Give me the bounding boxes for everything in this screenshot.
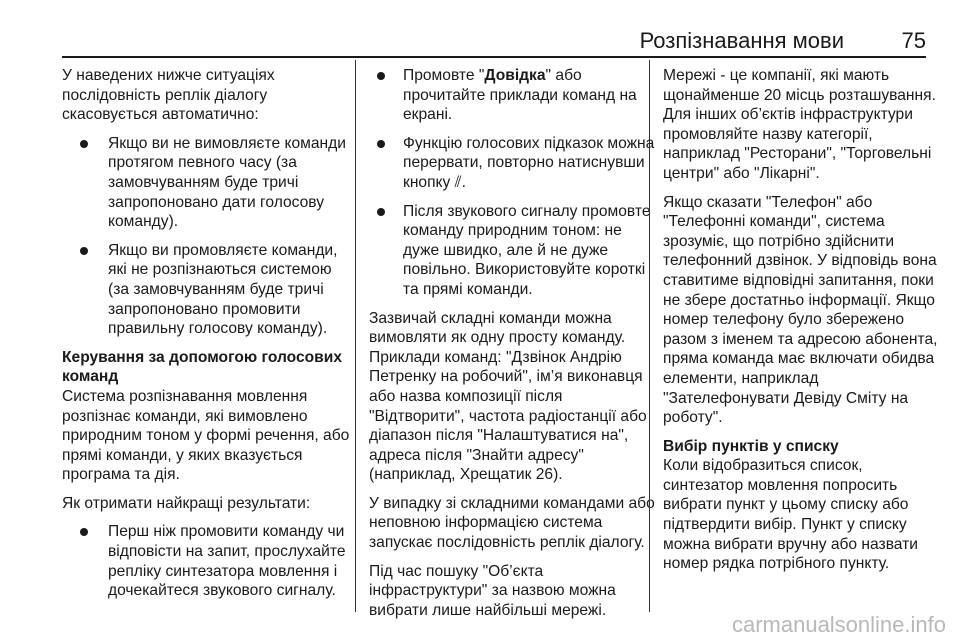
paragraph: Як отримати найкращі результати:: [62, 494, 311, 512]
column-middle: [355, 60, 655, 619]
tips-list-continued: [369, 66, 655, 300]
header-rule: [62, 56, 926, 58]
bullet-icon: [377, 208, 385, 216]
paragraph: Якщо сказати "Телефон" або "Телефонні команди", система зрозуміє, що потрібно здійснити телефонний дзвінок. У відповідь вона ставитиме відповідні запитання, поки не збере достатньо інформації. Якщо номер телефону було збережено разом з іменем та адресою абонента, пряма команда має включати обидва елементи, наприклад "Зателефонувати Девіду Сміту на роботу".: [663, 193, 938, 427]
list-item-text: Якщо ви промовляєте команди, які не розпізнаються системою (за замовчуванням буде тричі запропоновано промовити правильну голосову команду).: [108, 241, 338, 338]
help-command: Довідка: [484, 67, 546, 84]
paragraph: Зазвичай складні команди можна вимовляти як одну просту команду. Приклади команд: "Дзвінок Андрію Петренку на робочий", ім’я виконавця або назва композиції після "Відтворити", частота радіостанції або діапазон після "Налаштуватися на", адреса після "Знайти адресу" (наприклад, Хрещатик 26).: [369, 309, 647, 484]
list-item: [369, 202, 655, 300]
paragraph: Мережі - це компанії, які мають щонайменше 20 місць розташування. Для інших об’єктів інфраструктури промовляйте назву категорії, наприклад "Ресторани", "Торговельні центри" або "Лікарні".: [663, 67, 936, 182]
list-item-text: Функцію голосових підказок можна перервати, повторно натиснувши кнопку ⫽.: [403, 134, 655, 191]
bullet-icon: [80, 247, 88, 255]
page-number: 75: [901, 28, 926, 53]
list-item: [62, 241, 352, 339]
section-heading: Керування за допомогою голосових команд: [62, 348, 343, 386]
list-item-text-post: " або прочитайте приклади команд на екрані.: [403, 67, 637, 124]
bullet-icon: [377, 140, 385, 148]
bullet-icon: [80, 528, 88, 536]
bullet-icon: [80, 140, 88, 148]
list-item: [62, 134, 352, 232]
auto-cancel-list: [62, 134, 352, 339]
list-item: [62, 522, 352, 600]
paragraph: Під час пошуку "Об’єкта інфраструктури" за назвою можна вибрати лише найбільші мережі.: [369, 562, 616, 619]
intro-paragraph: У наведених нижче ситуаціях послідовність реплік діалогу скасовується автоматично:: [62, 67, 275, 124]
page-title: Розпізнавання мови: [639, 28, 844, 53]
column-right: [649, 60, 939, 612]
list-item: [369, 134, 655, 193]
column-left: [62, 60, 352, 612]
page-header: [62, 18, 926, 58]
list-item-text: Перш ніж промовити команду чи відповісти на запит, прослухайте репліку синтезатора мовлення і дочекайтеся звукового сигналу.: [108, 523, 346, 600]
list-item-text: Якщо ви не вимовляєте команди протягом певного часу (за замовчуванням буде тричі запропоновано дати голосову команду).: [108, 134, 346, 231]
list-item: [369, 66, 655, 125]
list-item-text: Після звукового сигналу промовте команду природним тоном: не дуже швидко, але й не дуже повільно. Використовуйте короткі та прямі команди.: [403, 202, 651, 298]
watermark: carmanualsonline.info: [731, 612, 946, 637]
tips-list: [62, 522, 352, 600]
paragraph: Система розпізнавання мовлення розпізнає команди, які вимовлено природним тоном у формі речення, або прямі команди, у яких вказується програма та дія.: [62, 387, 350, 484]
paragraph: Коли відобразиться список, синтезатор мовлення попросить вибрати пункт у цьому списку або підтвердити вибір. Пункт у списку можна вибрати вручну або назвати номер рядка потрібного пункту.: [663, 457, 918, 573]
bullet-icon: [377, 72, 385, 80]
section-heading: Вибір пунктів у списку: [663, 437, 839, 455]
list-item-text-pre: Промовте ": [403, 67, 485, 84]
paragraph: У випадку зі складними командами або неповною інформацією система запускає послідовність реплік діалогу.: [369, 494, 655, 552]
